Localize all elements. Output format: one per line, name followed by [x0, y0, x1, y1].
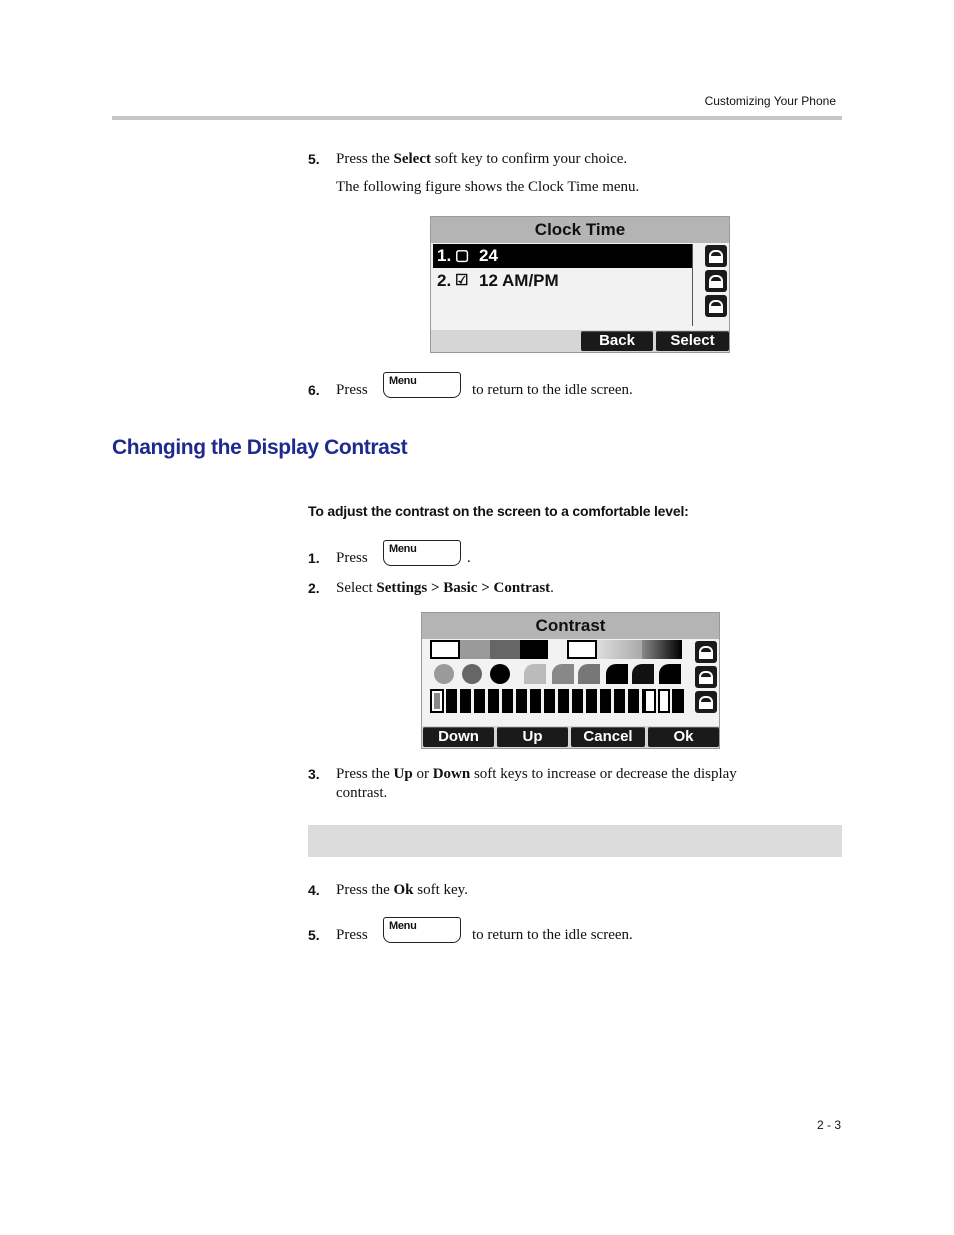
- contrast-swatch: [567, 640, 597, 659]
- menu-key-label: Menu: [389, 543, 417, 555]
- menu-key-icon: [383, 372, 461, 398]
- checkbox-checked-icon: ☑: [455, 272, 469, 289]
- step-1-tail: [467, 549, 471, 568]
- contrast-shape: [606, 664, 628, 684]
- note-text: The following figure shows the Clock Time menu.: [336, 179, 640, 195]
- menu-key-icon: [383, 917, 461, 943]
- step-text-post: .: [467, 550, 471, 566]
- ok-softkey[interactable]: Ok: [648, 727, 719, 747]
- up-softkey[interactable]: Up: [497, 727, 568, 747]
- step-text-line2: contrast.: [336, 785, 388, 801]
- option-number: 1.: [437, 246, 452, 265]
- step-text-post: soft key.: [413, 882, 468, 898]
- step-text-post: soft keys to increase or decrease the display: [470, 766, 737, 782]
- step-text-post: to return to the idle screen.: [472, 927, 633, 943]
- contrast-dot: [462, 664, 482, 684]
- softkey-bar: [422, 726, 719, 748]
- contrast-gradient: [597, 640, 642, 659]
- step-text-bold: Settings > Basic > Contrast: [376, 580, 551, 596]
- page-number: 2 - 3: [816, 1118, 841, 1132]
- step-number: 1.: [308, 550, 320, 566]
- menu-key-label: Menu: [389, 375, 417, 387]
- contrast-shape: [524, 664, 546, 684]
- step-text-mid: or: [412, 766, 433, 782]
- option-label: 24: [479, 246, 498, 265]
- note-bar: [308, 825, 842, 857]
- contrast-dot: [434, 664, 454, 684]
- step-text-post: soft key to confirm your choice.: [430, 151, 628, 167]
- step-text-bold: Select: [393, 151, 431, 167]
- contrast-swatch: [430, 640, 460, 659]
- clock-option-12ampm[interactable]: [433, 269, 693, 293]
- contrast-level-empty: [644, 689, 656, 713]
- menu-key-icon: [383, 540, 461, 566]
- option-number: 2.: [437, 271, 452, 290]
- step-number: 5.: [308, 151, 320, 167]
- contrast-swatch: [520, 640, 548, 659]
- step-text-bold: Down: [432, 766, 471, 782]
- option-label: 12 AM/PM: [479, 271, 559, 290]
- contrast-screen: [421, 612, 720, 749]
- select-softkey[interactable]: Select: [656, 331, 729, 351]
- step-text-pre: Press: [336, 550, 368, 566]
- step-text-pre: Press the: [336, 151, 394, 167]
- procedure-heading: To adjust the contrast on the screen to a comfortable level:: [308, 503, 689, 519]
- running-header: Customizing Your Phone: [704, 94, 836, 108]
- step-text-bold: Up: [393, 766, 413, 782]
- step-number: 5.: [308, 927, 320, 943]
- step-text: [336, 765, 737, 784]
- step-text: [336, 881, 468, 900]
- line-key-icon[interactable]: [705, 295, 727, 317]
- step-number: 4.: [308, 882, 320, 898]
- step-6-tail: [472, 381, 633, 400]
- back-softkey[interactable]: Back: [581, 331, 653, 351]
- step-text-bold: Ok: [393, 882, 414, 898]
- step-number: 6.: [308, 382, 320, 398]
- step-text-pre: Press the: [336, 766, 394, 782]
- scroll-divider: [692, 244, 693, 326]
- line-key-icon[interactable]: [695, 691, 717, 713]
- step-text-pre: Press: [336, 382, 368, 398]
- contrast-level-indicator: [430, 689, 444, 713]
- screen-title: Contrast: [422, 613, 719, 639]
- line-key-icon[interactable]: [695, 641, 717, 663]
- section-title: Changing the Display Contrast: [112, 436, 408, 459]
- line-key-icon[interactable]: [695, 666, 717, 688]
- checkbox-empty-icon: ▢: [455, 247, 470, 264]
- contrast-gradient: [642, 640, 682, 659]
- header-rule: [112, 116, 842, 120]
- step-5-tail: [472, 926, 633, 945]
- down-softkey[interactable]: Down: [423, 727, 494, 747]
- screen-title: Clock Time: [431, 217, 729, 243]
- step-number: 3.: [308, 766, 320, 782]
- step-text: [336, 150, 627, 169]
- contrast-level-bar[interactable]: [446, 689, 644, 713]
- softkey-bar: [431, 330, 729, 352]
- contrast-level-empty: [658, 689, 670, 713]
- clock-option-24[interactable]: [433, 244, 693, 268]
- clock-time-screen: [430, 216, 730, 353]
- contrast-shape: [659, 664, 681, 684]
- contrast-shape: [552, 664, 574, 684]
- step-text: [336, 579, 554, 598]
- contrast-shape: [632, 664, 654, 684]
- menu-key-label: Menu: [389, 920, 417, 932]
- contrast-dot: [490, 664, 510, 684]
- step-text-post: .: [550, 580, 554, 596]
- line-key-icon[interactable]: [705, 270, 727, 292]
- cancel-softkey[interactable]: Cancel: [571, 727, 645, 747]
- contrast-level-end: [672, 689, 684, 713]
- step-text-pre: Press: [336, 927, 368, 943]
- line-key-icon[interactable]: [705, 245, 727, 267]
- step-text-pre: Select: [336, 580, 377, 596]
- contrast-shape: [578, 664, 600, 684]
- step-text-post: to return to the idle screen.: [472, 382, 633, 398]
- step-text-pre: Press the: [336, 882, 394, 898]
- contrast-swatch: [490, 640, 520, 659]
- contrast-swatch: [460, 640, 490, 659]
- step-number: 2.: [308, 580, 320, 596]
